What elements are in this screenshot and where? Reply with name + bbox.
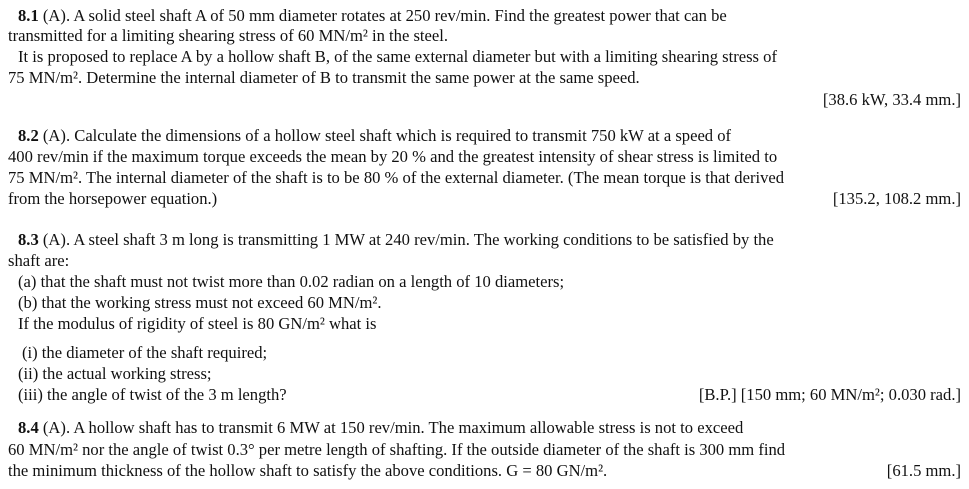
problem-number: 8.3 [18,230,39,249]
problem-text: A hollow shaft has to transmit 6 MW at 150 rev/min. The maximum allowable stress is not to exceed [73,418,744,437]
problem-8-3-item-ii: (ii) the actual working stress; [18,364,212,383]
problem-8-4-line-2: 60 MN/m² nor the angle of twist 0.3° per metre length of shafting. If the outside diameter of the shaft is 300 mm find [8,440,786,459]
problem-number: 8.4 [18,418,39,437]
problem-level: (A). [42,418,71,437]
problem-8-1-line-2: transmitted for a limiting shearing stress of 60 MN/m² in the steel. [8,26,449,45]
problem-8-2-line-3: 75 MN/m². The internal diameter of the shaft is to be 80 % of the external diameter. (The mean torque is that derived [8,168,785,187]
problem-8-2-line-2: 400 rev/min if the maximum torque exceeds the mean by 20 % and the greatest intensity of shear stress is limited to [8,147,778,166]
problem-text: Calculate the dimensions of a hollow steel shaft which is required to transmit 750 kW at a speed of [74,126,732,145]
problem-number: 8.1 [18,6,39,25]
problem-8-1-line-3: It is proposed to replace A by a hollow shaft B, of the same external diameter but with a limiting shearing stress of [18,47,777,66]
problem-8-4-line-3: the minimum thickness of the hollow shaft to satisfy the above conditions. G = 80 GN/m². [8,461,608,480]
problem-8-3-line-1 [0,230,969,251]
problem-text: A solid steel shaft A of 50 mm diameter rotates at 250 rev/min. Find the greatest power that can be [73,6,727,25]
problem-number: 8.2 [18,126,39,145]
problem-8-3-answer: [B.P.] [150 mm; 60 MN/m²; 0.030 rad.] [698,385,961,404]
problem-level: (A). [42,126,71,145]
problem-8-4-answer: [61.5 mm.] [886,461,961,480]
problem-8-4-line-1 [0,418,969,439]
problem-8-3-item-i: (i) the diameter of the shaft required; [22,343,268,362]
problem-8-3-item-iii: (iii) the angle of twist of the 3 m length? [18,385,287,404]
problem-8-2-line-4: from the horsepower equation.) [8,189,218,208]
problem-8-1-answer: [38.6 kW, 33.4 mm.] [822,90,961,109]
problem-level: (A). [42,230,71,249]
problem-8-2-answer: [135.2, 108.2 mm.] [832,189,961,208]
problem-8-2-line-1 [0,126,969,147]
problem-text: A steel shaft 3 m long is transmitting 1 MW at 240 rev/min. The working conditions to be satisfied by the [73,230,774,249]
problem-8-3-line-2: shaft are: [8,251,70,270]
problem-8-1-line-4: 75 MN/m². Determine the internal diameter of B to transmit the same power at the same speed. [8,68,640,87]
problem-8-1-line-1 [0,6,969,27]
problem-8-3-condition-b: (b) that the working stress must not exceed 60 MN/m². [18,293,382,312]
problem-level: (A). [42,6,71,25]
problem-8-3-question: If the modulus of rigidity of steel is 80 GN/m² what is [18,314,377,333]
problem-8-3-condition-a: (a) that the shaft must not twist more than 0.02 radian on a length of 10 diameters; [18,272,565,291]
